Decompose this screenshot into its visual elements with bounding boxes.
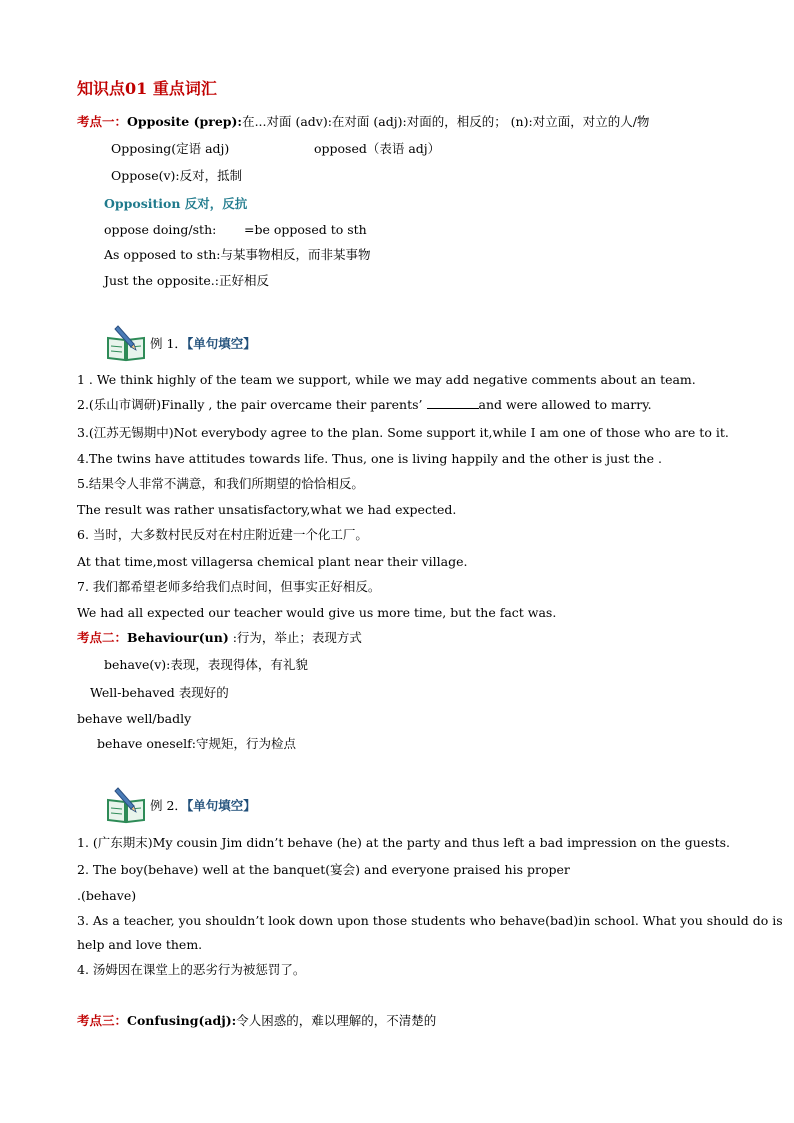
kp1-label: 考点一： xyxy=(77,114,128,129)
kp1-opposed: opposed（表语 adj） xyxy=(314,141,441,156)
ex1-item-1: 1 . We think highly of the team we support, while we may add negative comments about an team. xyxy=(77,372,696,387)
kp3-label: 考点三： xyxy=(77,1013,128,1028)
ex2-item-2-cont: .(behave) xyxy=(77,888,137,903)
book-pencil-icon xyxy=(104,322,148,362)
kp2-line xyxy=(77,630,362,646)
ex1-heading xyxy=(150,336,256,352)
kp2-label: 考点二： xyxy=(77,630,128,645)
ex2-item-3: 3. As a teacher, you shouldn’t look down upon those students who behave(bad)in school. What you should do is xyxy=(77,913,783,928)
section-title: 知识点01 重点词汇 xyxy=(77,79,217,98)
ex1-item-2-a: 2.(乐山市调研)Finally , the pair overcame their parents’ xyxy=(77,397,427,412)
kp3-def: 令人困惑的，难以理解的，不清楚的 xyxy=(236,1013,437,1028)
kp1-def: 在...对面 (adv):在对面 (adj):对面的，相反的； (n):对立面，对立的人/物 xyxy=(242,114,650,129)
ex1-item-2-b: and were allowed to marry. xyxy=(478,397,652,412)
ex1-item-5-en: The result was rather unsatisfactory,what we had expected. xyxy=(77,502,457,517)
answer-blank xyxy=(427,397,479,409)
kp2-well-behaved: Well-behaved 表现好的 xyxy=(90,685,229,700)
ex1-item-4: 4.The twins have attitudes towards life. Thus, one is living happily and the other is just the . xyxy=(77,451,662,466)
kp1-as-opposed: As opposed to sth:与某事物相反，而非某事物 xyxy=(104,247,371,262)
ex2-item-3-cont: help and love them. xyxy=(77,937,203,952)
kp1-head: Opposite (prep): xyxy=(127,114,243,129)
ex1-item-7-en: We had all expected our teacher would give us more time, but the fact was. xyxy=(77,605,557,620)
kp1-opposition: Opposition 反对，反抗 xyxy=(104,196,248,211)
ex1-item-7-cn: 7. 我们都希望老师多给我们点时间，但事实正好相反。 xyxy=(77,579,381,594)
kp1-just-opposite: Just the opposite.:正好相反 xyxy=(104,273,269,288)
ex1-item-6-cn: 6. 当时，大多数村民反对在村庄附近建一个化工厂。 xyxy=(77,527,368,542)
kp2-head: Behaviour(un) xyxy=(127,630,229,645)
ex1-type: 【单句填空】 xyxy=(186,336,256,351)
ex1-item-3: 3.(江苏无锡期中)Not everybody agree to the plan. Some support it,while I am one of those who are to it. xyxy=(77,425,729,440)
kp1-oppose: Oppose(v):反对，抵制 xyxy=(111,168,243,183)
ex2-item-4: 4. 汤姆因在课堂上的恶劣行为被惩罚了。 xyxy=(77,962,306,977)
ex1-item-6-en: At that time,most villagersa chemical plant near their village. xyxy=(77,554,468,569)
kp2-def: :行为，举止；表现方式 xyxy=(228,630,362,645)
kp2-behave-oneself: behave oneself:守规矩，行为检点 xyxy=(97,736,296,751)
ex1-item-2 xyxy=(77,397,652,413)
ex1-label: 例 1． xyxy=(150,336,187,351)
ex1-item-5-cn: 5.结果令人非常不满意，和我们所期望的恰恰相反。 xyxy=(77,476,364,491)
kp2-behave: behave(v):表现，表现得体，有礼貌 xyxy=(104,657,308,672)
ex2-heading xyxy=(150,798,256,814)
kp1-opposing: Opposing(定语 adj) xyxy=(111,141,230,156)
kp3-head: Confusing(adj): xyxy=(127,1013,237,1028)
kp1-oppose-doing: oppose doing/sth: xyxy=(104,222,217,237)
book-pencil-icon xyxy=(104,784,148,824)
ex2-type: 【单句填空】 xyxy=(186,798,256,813)
kp2-behave-well: behave well/badly xyxy=(77,711,192,726)
ex2-item-2: 2. The boy(behave) well at the banquet(宴会) and everyone praised his proper xyxy=(77,862,570,877)
kp3-line xyxy=(77,1013,436,1029)
kp1-be-opposed: =be opposed to sth xyxy=(244,222,367,237)
kp1-line xyxy=(77,114,649,130)
ex2-label: 例 2． xyxy=(150,798,187,813)
ex2-item-1: 1. (广东期末)My cousin Jim didn’t behave (he) at the party and thus left a bad impression on the guests. xyxy=(77,835,730,850)
